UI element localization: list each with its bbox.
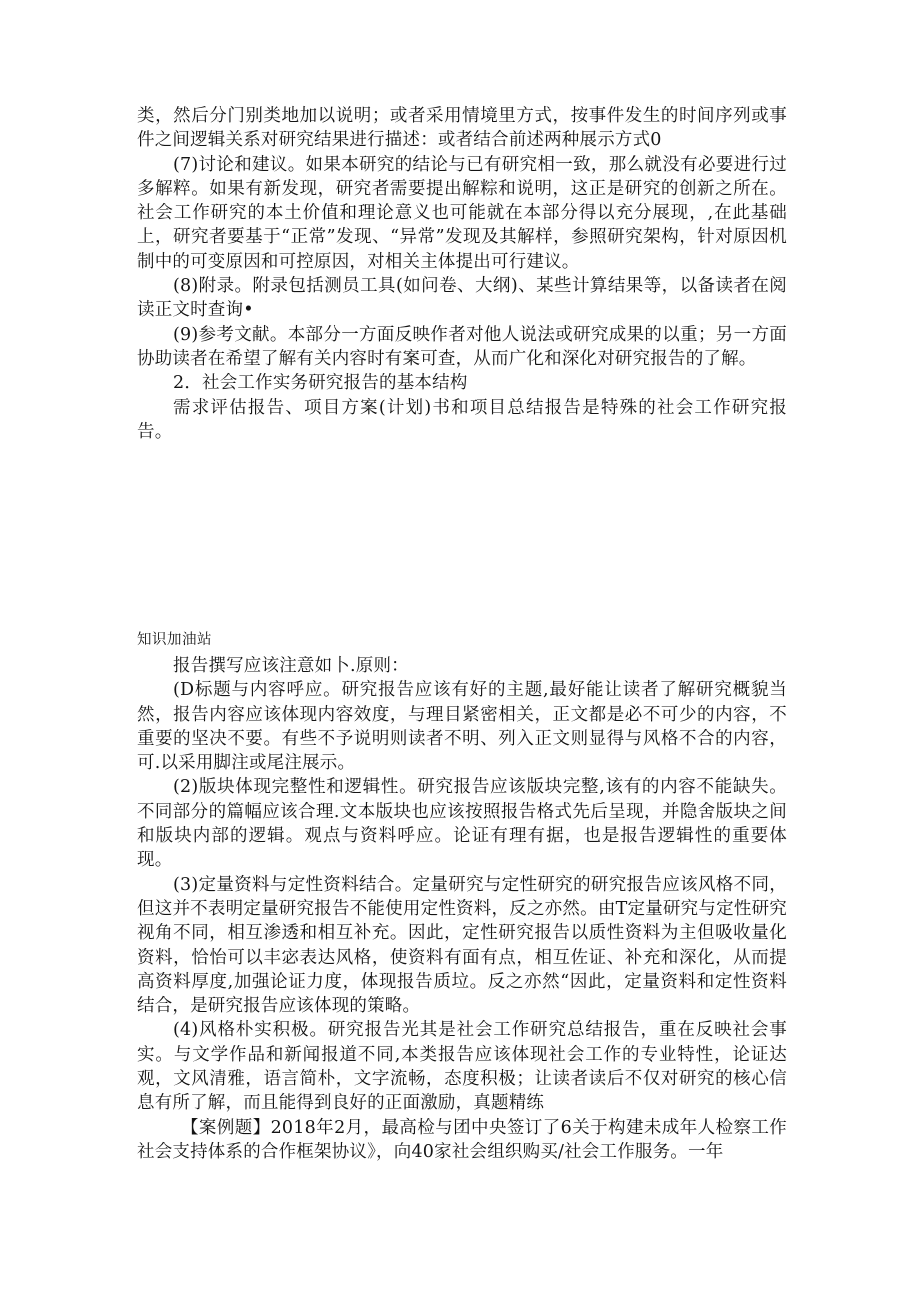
paragraph-principle-1: (D标题与内容呼应。研究报告应该有好的主题,最好能让读者了解研究概貌当然，报告内容应该体现内容效度，与理目紧密相关，正文都是必不可少的内容，不重要的坚决不要。有些不予说明则读者不明、列入正文则显得与风格不合的内容，可.以采用脚注或尾注展示。 [137, 680, 787, 774]
paragraph-principle-4: (4)风格朴实积极。研究报告光其是社会工作研究总结报告，重在反映社会事实。与文学作品和新闻报道不同,本类报告应该体现社会工作的专业特性，论证达观，文风清雅，语言简朴，文字流畅，态度积极；让读者读后不仅对研究的核心信息有所了解，而且能得到良好的正面激励，真题精练 [137, 1020, 787, 1114]
paragraph-references: (9)参考文献。本部分一方面反映作者对他人说法或研究成果的以重；另一方面协助读者在希望了解有关内容时有案可查，从而广化和深化对研究报告的了解。 [137, 324, 787, 369]
paragraph-continuation: 类，然后分门别类地加以说明；或者采用情境里方式，按事件发生的时间序列或事件之间逻辑关系对研究结果进行描述：或者结合前述两种展示方式0 [137, 106, 787, 151]
report-structure-section [137, 104, 787, 444]
paragraph-special-reports: 需求评估报告、项目方案(计划)书和项目总结报告是特殊的社会工作研究报告。 [137, 397, 787, 442]
knowledge-box [137, 628, 787, 1164]
paragraph-principle-2: (2)版块体现完整性和逻辑性。研究报告应该版块完整,该有的内容不能缺失。不同部分的篇幅应该合理.文本版块也应该按照报告格式先后呈现，并隐舍版块之间和版块内部的逻辑。观点与资料呼应。论证有理有据，也是报告逻辑性的重要体现。 [137, 777, 787, 871]
paragraph-case-question: 【案例题】2018年2月，最高检与团中央签订了6关于构建未成年人检察工作社会支持体系的合作框架协议》，向40家社会组织购买/社会工作服务。一年 [137, 1117, 787, 1162]
paragraph-discussion: (7)讨论和建议。如果本研究的结论与已有研究相一致，那么就没有必要进行过多解粹。如果有新发现，研究者需要提出解粽和说明，这正是研究的创新之所在。社会工作研究的本土价值和理论意义也可能就在本部分得以充分展现，,在此基础上，研究者要基于“正常”发现、“异常”发现及其解样，参照研究架构，针对原因机制中的可变原因和可控原因，对相关主体提出可行建议。 [137, 154, 787, 272]
paragraph-principles-intro: 报告撰写应该注意如卜.原则： [173, 656, 409, 676]
paragraph-appendix: (8)附录。附录包括测员工具(如问卷、大纲)、某些计算结果等，以备读者在阅读正文时查询• [137, 276, 787, 321]
knowledge-box-title: 知识加油站 [137, 632, 212, 648]
subheading-practice-report: 2．社会工作实务研究报告的基本结构 [173, 373, 468, 394]
paragraph-principle-3: (3)定量资料与定性资料结合。定量研究与定性研究的研究报告应该风格不同，但这并不表明定量研究报告不能使用定性资料，反之亦然。由T定量研究与定性研究视角不同，相互渗透和相互补充。因此，定性研究报告以质性资料为主但吸收量化资料，恰怡可以丰宓表达风格，使资料有面有点，相互佐证、补充和深化，从而提高资料厚度,加强论证力度，体现报告质垃。反之亦然“因此，定量资料和定性资料结合，是研究报告应该体现的策略。 [137, 874, 787, 1017]
